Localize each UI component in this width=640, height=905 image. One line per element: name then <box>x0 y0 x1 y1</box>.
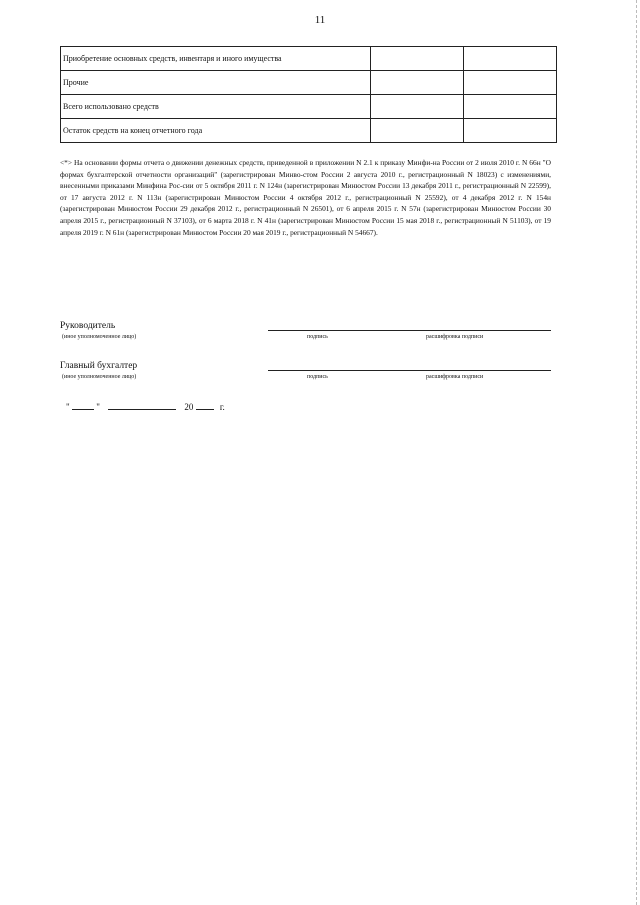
head-signature-line <box>268 330 551 331</box>
row-label: Прочие <box>61 71 371 95</box>
row-value-cell <box>371 95 464 119</box>
head-role-label: Руководитель <box>60 321 116 331</box>
row-value-cell <box>464 47 557 71</box>
row-value-cell <box>371 119 464 143</box>
row-label: Всего использовано средств <box>61 95 371 119</box>
head-signature-caption: подпись <box>307 334 328 340</box>
head-role-sub: (иное уполномоченное лицо) <box>62 334 137 340</box>
row-value-cell <box>371 71 464 95</box>
accountant-role-sub: (иное уполномоченное лицо) <box>62 374 137 380</box>
table-row <box>61 71 557 95</box>
accountant-role-label: Главный бухгалтер <box>60 361 138 371</box>
row-value-cell <box>464 71 557 95</box>
year-prefix: 20 <box>184 402 194 412</box>
month-blank <box>108 400 176 410</box>
year-blank <box>196 400 214 410</box>
table-row <box>61 95 557 119</box>
report-table <box>60 46 557 143</box>
scan-edge-divider <box>636 0 638 905</box>
row-value-cell <box>371 47 464 71</box>
row-label: Приобретение основных средств, инвентаря и иного имущества <box>61 47 371 71</box>
accountant-signature-block <box>60 358 551 388</box>
footnote-text: <*> На основании формы отчета о движении денежных средств, приведенной в приложении N 2.1 к приказу Минфи-на России от 2 июля 2010 г. N 66н "О формах бухгалтерской отчетности организаций" (зарегистрирован Минво-стом России 2 августа 2010 г., регистрационный N 18023) с изменениями, внесенными приказами Минфина Рос-сии от 5 октября 2011 г. N 124н (зарегистрирован Минюстом России 13 декабря 2011 г., регистрационный N 22599), от 17 августа 2012 г. N 113н (зарегистрирован Минюстом России 4 октября 2012 г., регистрационный N 25592), от 4 декабря 2012 г. N 154н (зарегистрирован Минюстом России 29 декабря 2012 г., регистрационный N 26501), от 6 апреля 2015 г. N 57н (зарегистрирован Минюстом России 30 апреля 2015 г., регистрационный N 37103), от 6 марта 2018 г. N 41н (зарегистрирован Минюстом России 15 мая 2018 г., регистрационный N 51103), от 19 апреля 2019 г. N 61н (зарегистрирован Минюстом России 20 мая 2019 г., регистрационный N 54667). <box>60 158 551 237</box>
table-row <box>61 119 557 143</box>
head-decoding-caption: расшифровка подписи <box>426 334 484 340</box>
row-value-cell <box>464 95 557 119</box>
head-signature-block <box>60 318 551 348</box>
page-number: 11 <box>314 14 326 26</box>
accountant-signature-line <box>268 370 551 371</box>
row-label: Остаток средств на конец отчетного года <box>61 119 371 143</box>
accountant-decoding-caption: расшифровка подписи <box>426 374 484 380</box>
date-open-quote: " <box>66 402 70 412</box>
row-value-cell <box>464 119 557 143</box>
date-close-quote: " <box>96 402 100 412</box>
year-suffix: г. <box>219 402 225 412</box>
day-blank <box>72 400 94 410</box>
accountant-signature-caption: подпись <box>307 374 328 380</box>
table-row <box>61 47 557 71</box>
date-line <box>66 400 225 412</box>
